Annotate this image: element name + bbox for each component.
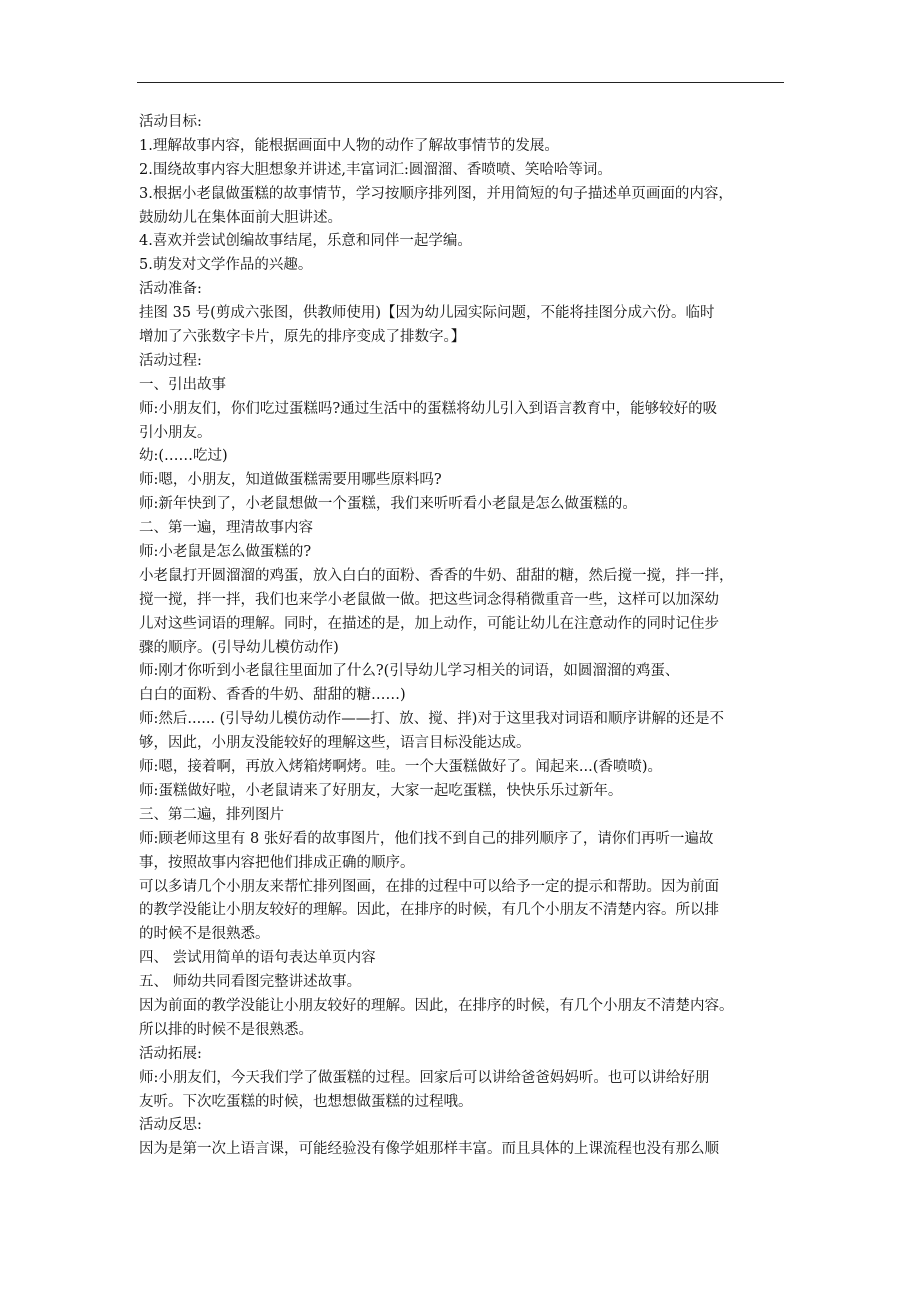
text-line: 活动准备: (139, 281, 202, 298)
text-line: 小老鼠打开圆溜溜的鸡蛋，放入白白的面粉、香香的牛奶、甜甜的糖，然后搅一搅，拌一拌， (139, 567, 734, 584)
text-line: 的时候不是很熟悉。 (139, 926, 270, 943)
text-line: 幼:(……吃过) (139, 448, 228, 465)
text-line: 活动反思: (139, 1117, 202, 1134)
text-line: 师:嗯，小朋友，知道做蛋糕需要用哪些原料吗? (139, 472, 442, 489)
document-body (139, 111, 784, 1162)
text-line: 师:小朋友们，今天我们学了做蛋糕的过程。回家后可以讲给爸爸妈妈听。也可以讲给好朋 (139, 1069, 710, 1086)
text-line: 搅一搅，拌一拌，我们也来学小老鼠做一做。把这些词念得稍微重音一些，这样可以加深幼 (139, 591, 719, 608)
text-line: 因为前面的教学没能让小朋友较好的理解。因此，在排序的时候，有几个小朋友不清楚内容。 (139, 997, 734, 1014)
text-line: 友听。下次吃蛋糕的时候，也想想做蛋糕的过程哦。 (139, 1093, 473, 1110)
text-line: 可以多请几个小朋友来帮忙排列图画，在排的过程中可以给予一定的提示和帮助。因为前面 (139, 878, 719, 895)
text-line: 师:顾老师这里有 8 张好看的故事图片，他们找不到自己的排列顺序了，请你们再听一遍故 (139, 830, 714, 847)
text-line: 活动过程: (139, 352, 202, 369)
text-line: 五、 师幼共同看图完整讲述故事。 (139, 974, 362, 991)
text-line: 的教学没能让小朋友较好的理解。因此，在排序的时候，有几个小朋友不清楚内容。所以排 (139, 902, 719, 919)
text-line: 一、引出故事 (139, 376, 226, 393)
text-line: 师:蛋糕做好啦，小老鼠请来了好朋友，大家一起吃蛋糕，快快乐乐过新年。 (139, 782, 623, 799)
text-line: 5.萌发对文学作品的兴趣。 (139, 257, 313, 274)
text-line: 鼓励幼儿在集体面前大胆讲述。 (139, 209, 342, 226)
text-line: 活动目标: (139, 114, 202, 130)
text-line: 四、 尝试用简单的语句表达单页内容 (139, 950, 376, 967)
text-line: 师:小老鼠是怎么做蛋糕的? (139, 544, 312, 561)
text-line: 所以排的时候不是很熟悉。 (139, 1021, 313, 1038)
text-line: 白白的面粉、香香的牛奶、甜甜的糖……) (139, 687, 406, 704)
text-line: 师:小朋友们，你们吃过蛋糕吗?通过生活中的蛋糕将幼儿引入到语言教育中，能够较好的吸 (139, 400, 718, 417)
text-line: 2.围绕故事内容大胆想象并讲述,丰富词汇:圆溜溜、香喷喷、笑哈哈等词。 (139, 161, 612, 178)
text-line: 引小朋友。 (139, 424, 212, 441)
text-line: 活动拓展: (139, 1045, 202, 1062)
text-line: 增加了六张数字卡片，原先的排序变成了排数字。】 (139, 329, 466, 346)
text-line: 师:新年快到了，小老鼠想做一个蛋糕，我们来听听看小老鼠是怎么做蛋糕的。 (139, 496, 637, 513)
text-line: 1.理解故事内容，能根据画面中人物的动作了解故事情节的发展。 (139, 137, 559, 154)
text-line: 师:然后...... (引导幼儿模仿动作——打、放、搅、拌)对于这里我对词语和顺序讲解的还是不 (139, 711, 724, 728)
text-line: 三、第二遍，排列图片 (139, 806, 284, 823)
text-line: 挂图 35 号(剪成六张图，供教师使用)【因为幼儿园实际问题，不能将挂图分成六份。临时 (139, 305, 715, 322)
text-line: 儿对这些词语的理解。同时，在描述的是，加上动作，可能让幼儿在注意动作的同时记住步 (139, 615, 719, 632)
text-line: 师:嗯，接着啊，再放入烤箱烤啊烤。哇。一个大蛋糕做好了。闻起来...(香喷喷)。 (139, 759, 663, 776)
text-line: 4.喜欢并尝试创编故事结尾，乐意和同伴一起学编。 (139, 233, 472, 250)
header-rule (137, 82, 784, 83)
text-line: 3.根据小老鼠做蛋糕的故事情节，学习按顺序排列图，并用简短的句子描述单页画面的内容， (139, 185, 733, 202)
text-line: 因为是第一次上语言课，可能经验没有像学姐那样丰富。而且具体的上课流程也没有那么顺 (139, 1141, 719, 1158)
text-line: 二、第一遍，理清故事内容 (139, 520, 313, 537)
text-line: 事，按照故事内容把他们排成正确的顺序。 (139, 854, 415, 871)
text-line: 骤的顺序。(引导幼儿模仿动作) (139, 639, 339, 656)
text-line: 师:刚才你听到小老鼠往里面加了什么?(引导幼儿学习相关的词语，如圆溜溜的鸡蛋、 (139, 663, 680, 680)
text-line: 够，因此，小朋友没能较好的理解这些，语言目标没能达成。 (139, 735, 531, 752)
